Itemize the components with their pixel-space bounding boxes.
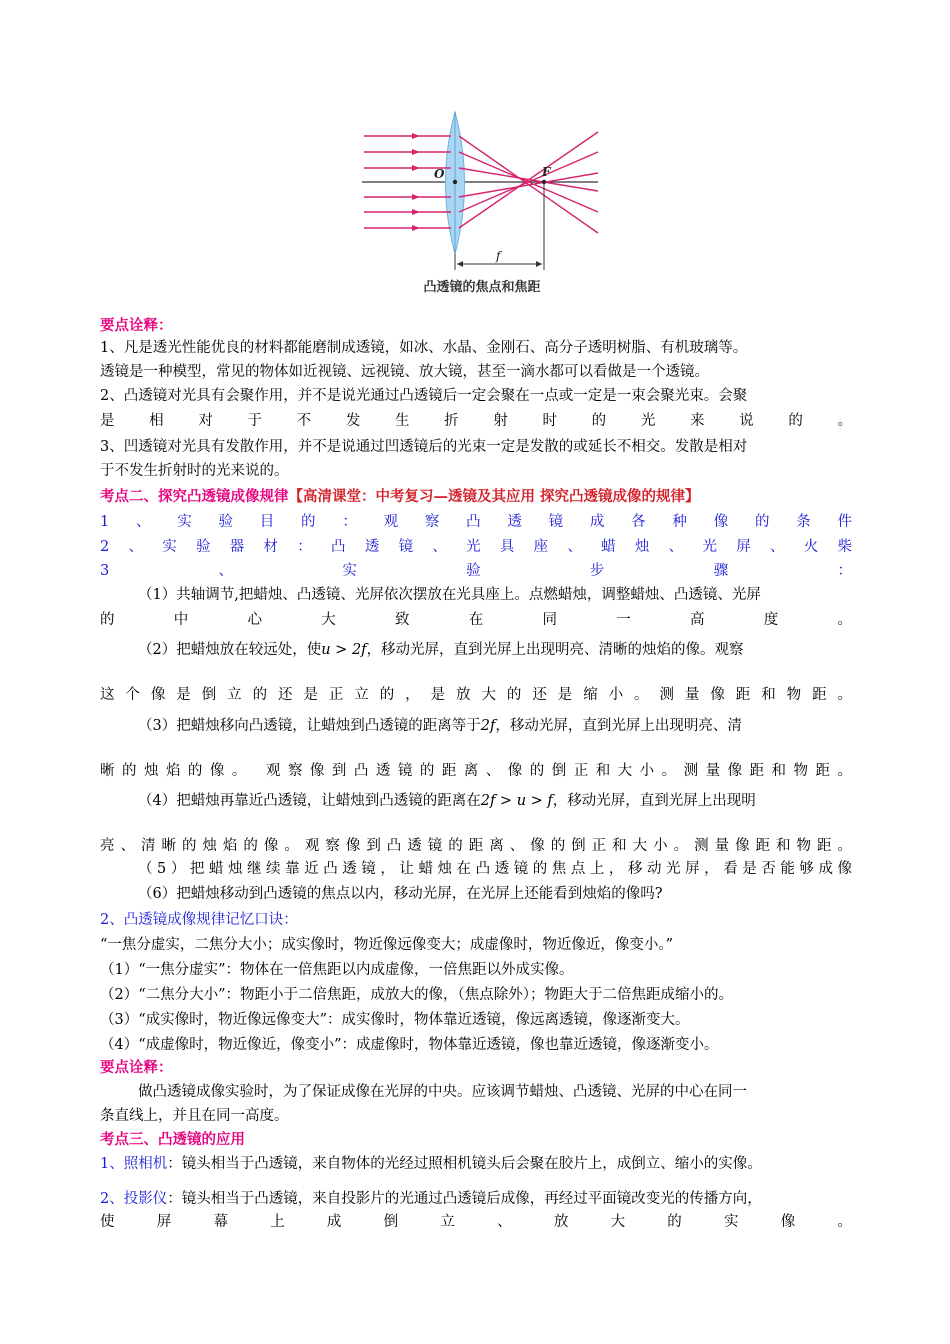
section2-title: 考点二、探究凸透镜成像规律: [100, 488, 289, 505]
experiment-purpose: 1、实验目的：观察凸透镜成各种像的条件: [100, 514, 852, 530]
camera-label: 1、照相机: [100, 1156, 168, 1172]
rule-line: （4）“成虚像时，物近像近，像变小”：成虚像时，物体靠近透镜，像也靠近透镜，像逐渐变小。: [100, 1037, 719, 1053]
rules-title: 2、凸透镜成像规律记忆口诀：: [100, 912, 298, 928]
notes1-title: 要点诠释：: [100, 317, 173, 334]
notes2-line2: 条直线上，并且在同一高度。: [100, 1108, 289, 1124]
step2-line2: 这个像是倒立的还是正立的，是放大的还是缩小。测量像距和物距。: [100, 687, 852, 703]
step2-line1: （2）把蜡烛放在较远处，使u > 2f，移动光屏，直到光屏上出现明亮、清晰的烛焰的像。观察: [138, 642, 744, 658]
step5: （5）把蜡烛继续靠近凸透镜，让蜡烛在凸透镜的焦点上，移动光屏，看是否能够成像: [138, 861, 852, 877]
step4-line2: 亮、清晰的烛焰的像。观察像到凸透镜的距离、像的倒正和大小。测量像距和物距。: [100, 838, 852, 854]
camera-line: 1、照相机：镜头相当于凸透镜，来自物体的光经过照相机镜头后会聚在胶片上，成倒立、缩小的实像。: [100, 1156, 762, 1172]
section2-heading: [100, 487, 852, 507]
math-2f: 2f: [480, 718, 496, 734]
math-u-gt-2f: u > 2f: [321, 642, 367, 658]
notes2-title: 要点诠释：: [100, 1059, 173, 1076]
rule-line: （3）“成实像时，物近像远像变大”：成实像时，物体靠近透镜，像远离透镜，像逐渐变大。: [100, 1012, 690, 1028]
projector-label: 2、投影仪: [100, 1191, 168, 1207]
figure-caption: 凸透镜的焦点和焦距: [423, 280, 541, 295]
step1-line1: （1）共轴调节,把蜡烛、凸透镜、光屏依次摆放在光具座上。点燃蜡烛，调整蜡烛、凸透镜、光屏: [138, 587, 761, 603]
label-optical-center: O: [434, 167, 445, 181]
notes1-line: 3、凹透镜对光具有发散作用，并不是说通过凹透镜后的光束一定是发散的或延长不相交。发散是相对: [100, 439, 748, 455]
section3-title: 考点三、凸透镜的应用: [100, 1131, 245, 1148]
rule-line: （2）“二焦分大小”：物距小于二倍焦距，成放大的像，（焦点除外）；物距大于二倍焦距成缩小的。: [100, 987, 734, 1003]
experiment-steps-title: 3、实验步骤：: [100, 563, 852, 579]
step3-line1: （3）把蜡烛移向凸透镜，让蜡烛到凸透镜的距离等于2f，移动光屏，直到光屏上出现明亮、清: [138, 718, 742, 734]
step1-line2: 的中心大致在同一高度。: [100, 612, 852, 628]
notes1-line: 于不发生折射时的光来说的。: [100, 463, 289, 479]
notes1-line: 透镜是一种模型，常见的物体如近视镜、远视镜、放大镜，甚至一滴水都可以看做是一个透镜。: [100, 364, 709, 380]
convex-lens-diagram: [362, 108, 602, 298]
projector-line1: 2、投影仪：镜头相当于凸透镜，来自投影片的光通过凸透镜后成像，再经过平面镜改变光的传播方向，: [100, 1191, 762, 1207]
rule-line: （1）“一焦分虚实”：物体在一倍焦距以内成虚像，一倍焦距以外成实像。: [100, 962, 574, 978]
section2-note: 【高清课堂：中考复习—透镜及其应用 探究凸透镜成像的规律】: [288, 488, 700, 505]
step6: （6）把蜡烛移动到凸透镜的焦点以内，移动光屏，在光屏上还能看到烛焰的像吗?: [138, 886, 663, 902]
projector-line2: 使屏幕上成倒立、放大的实像。: [100, 1214, 852, 1230]
notes1-line: 1、凡是透光性能优良的材料都能磨制成透镜，如冰、水晶、金刚石、高分子透明树脂、有机玻璃等。: [100, 340, 748, 356]
step4-line1: （4）把蜡烛再靠近凸透镜，让蜡烛到凸透镜的距离在2f > u > f，移动光屏，直到光屏上出现明: [138, 793, 756, 809]
notes2-line1: 做凸透镜成像实验时，为了保证成像在光屏的中央。应该调节蜡烛、凸透镜、光屏的中心在同一: [138, 1084, 747, 1100]
math-2f-gt-u-gt-f: 2f > u > f: [480, 793, 553, 809]
notes1-line: 是相对于不发生折射时的光来说的。: [100, 413, 852, 429]
label-focus-point: F: [542, 165, 551, 179]
experiment-equipment: 2、实验器材：凸透镜、光具座、蜡烛、光屏、火柴: [100, 539, 852, 555]
notes1-line: 2、凸透镜对光具有会聚作用，并不是说光通过凸透镜后一定会聚在一点或一定是一束会聚光束。会聚: [100, 388, 748, 404]
label-focal-length: f: [496, 249, 501, 263]
rule-line: “一焦分虚实，二焦分大小；成实像时，物近像远像变大；成虚像时，物近像近，像变小。”: [100, 937, 674, 953]
step3-line2: 晰的烛焰的像。 观察像到凸透镜的距离、像的倒正和大小。测量像距和物距。: [100, 763, 852, 779]
